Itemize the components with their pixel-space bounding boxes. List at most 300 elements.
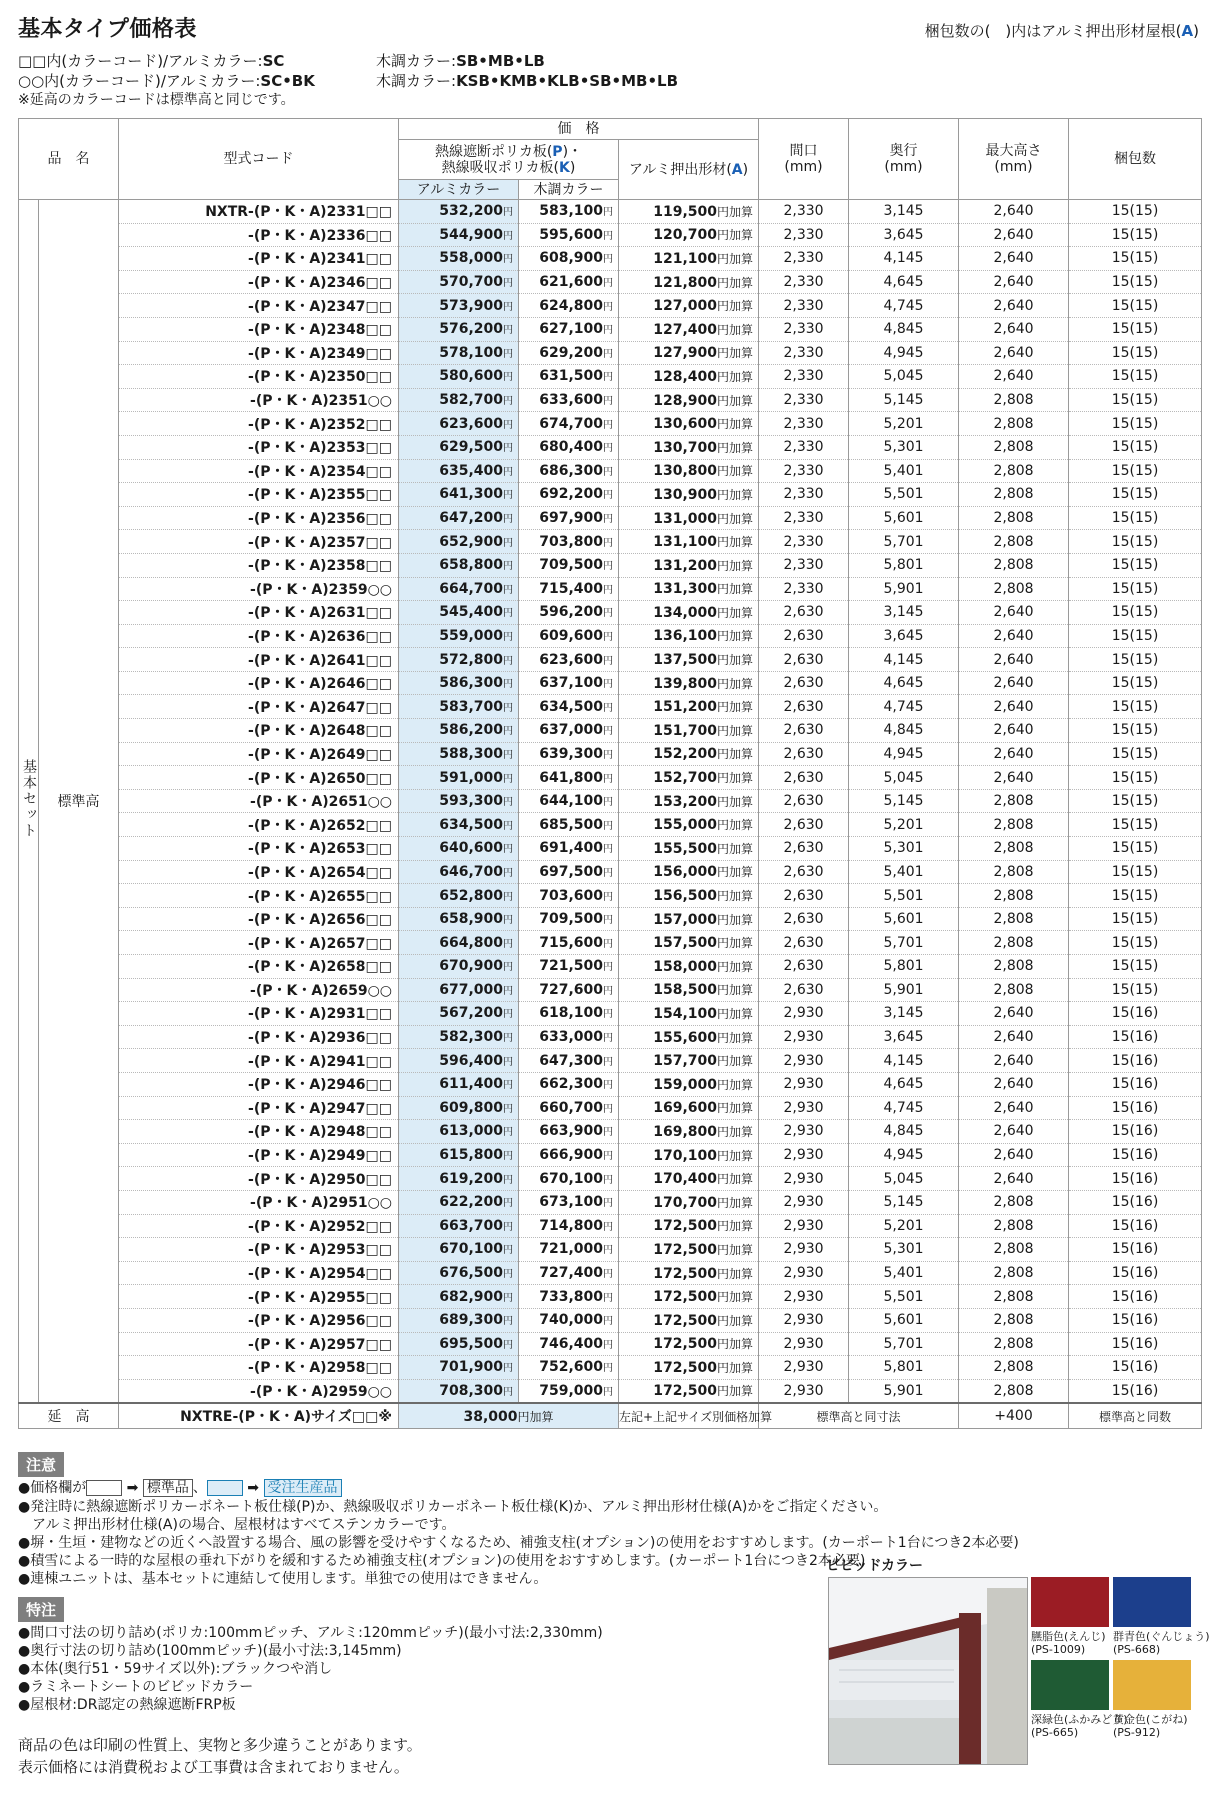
- pack-count: 15(16): [1069, 1143, 1202, 1167]
- width-mm: 2,630: [759, 648, 849, 672]
- swatch-label: 黄金色(こがね) (PS-912): [1113, 1713, 1188, 1739]
- pack-count: 15(15): [1069, 388, 1202, 412]
- height-mm: 2,808: [959, 1308, 1069, 1332]
- depth-mm: 5,301: [849, 435, 959, 459]
- price-alumi-extrusion: 152,700円加算: [619, 766, 759, 790]
- pack-count: 15(15): [1069, 978, 1202, 1002]
- depth-mm: 5,045: [849, 766, 959, 790]
- width-mm: 2,630: [759, 884, 849, 908]
- pack-count: 15(15): [1069, 931, 1202, 955]
- price-wood-color: 647,300円: [519, 1049, 619, 1073]
- table-row: [19, 671, 1202, 695]
- height-mm: 2,640: [959, 247, 1069, 271]
- price-alumi-extrusion: 139,800円加算: [619, 671, 759, 695]
- header-price: 価 格: [399, 119, 759, 140]
- table-row: [19, 530, 1202, 554]
- extended-height-row: [19, 1403, 1202, 1429]
- note-1: ●発注時に熱線遮断ポリカーボネート板仕様(P)か、熱線吸収ポリカーボネート板仕様(K)か、アルミ押出形材仕様(A)かをご指定ください。: [18, 1499, 888, 1515]
- depth-mm: 5,801: [849, 955, 959, 979]
- height-mm: 2,640: [959, 365, 1069, 389]
- header-hinmei: 品 名: [19, 119, 119, 200]
- price-alumi-color: 583,700円: [399, 695, 519, 719]
- price-alumi-extrusion: 172,500円加算: [619, 1379, 759, 1403]
- special-4: ●ラミネートシートのビビッドカラー: [18, 1679, 254, 1695]
- width-mm: 2,330: [759, 270, 849, 294]
- pack-count: 15(15): [1069, 294, 1202, 318]
- height-mm: 2,808: [959, 1332, 1069, 1356]
- price-alumi-extrusion: 130,900円加算: [619, 483, 759, 507]
- height-mm: 2,640: [959, 223, 1069, 247]
- price-alumi-color: 708,300円: [399, 1379, 519, 1403]
- pack-count: 15(15): [1069, 789, 1202, 813]
- price-wood-color: 634,500円: [519, 695, 619, 719]
- table-row: [19, 601, 1202, 625]
- model-code: -(P・K・A)2350□□: [119, 365, 399, 389]
- width-mm: 2,630: [759, 671, 849, 695]
- header-alumi-color: アルミカラー: [399, 180, 519, 200]
- table-row: [19, 1261, 1202, 1285]
- price-alumi-extrusion: 156,500円加算: [619, 884, 759, 908]
- width-mm: 2,930: [759, 1096, 849, 1120]
- height-mm: 2,808: [959, 1190, 1069, 1214]
- table-row: [19, 412, 1202, 436]
- height-mm: 2,808: [959, 1261, 1069, 1285]
- price-alumi-extrusion: 131,000円加算: [619, 506, 759, 530]
- price-wood-color: 721,500円: [519, 955, 619, 979]
- table-row: [19, 1049, 1202, 1073]
- price-wood-color: 697,500円: [519, 860, 619, 884]
- special-badge: 特注: [18, 1597, 64, 1622]
- depth-mm: 5,701: [849, 530, 959, 554]
- height-mm: 2,808: [959, 1214, 1069, 1238]
- price-alumi-extrusion: 156,000円加算: [619, 860, 759, 884]
- depth-mm: 4,945: [849, 341, 959, 365]
- pack-count: 15(16): [1069, 1096, 1202, 1120]
- height-mm: 2,808: [959, 483, 1069, 507]
- price-alumi-extrusion: 157,000円加算: [619, 907, 759, 931]
- width-mm: 2,930: [759, 1120, 849, 1144]
- height-mm: 2,640: [959, 1120, 1069, 1144]
- price-alumi-color: 545,400円: [399, 601, 519, 625]
- table-row: [19, 365, 1202, 389]
- price-alumi-extrusion: 170,400円加算: [619, 1167, 759, 1191]
- table-row: [19, 200, 1202, 224]
- width-mm: 2,330: [759, 435, 849, 459]
- price-alumi-color: 572,800円: [399, 648, 519, 672]
- width-mm: 2,930: [759, 1285, 849, 1309]
- note-1b: アルミ押出形材仕様(A)の場合、屋根材はすべてステンカラーです。: [18, 1517, 456, 1533]
- width-mm: 2,330: [759, 483, 849, 507]
- special-2: ●奥行寸法の切り詰め(100mmピッチ)(最小寸法:3,145mm): [18, 1643, 402, 1659]
- price-alumi-extrusion: 157,700円加算: [619, 1049, 759, 1073]
- width-mm: 2,630: [759, 860, 849, 884]
- model-code: -(P・K・A)2950□□: [119, 1167, 399, 1191]
- width-mm: 2,330: [759, 223, 849, 247]
- pack-count: 15(15): [1069, 506, 1202, 530]
- header-depth: 奥行 (mm): [849, 119, 959, 200]
- width-mm: 2,930: [759, 1049, 849, 1073]
- price-wood-color: 595,600円: [519, 223, 619, 247]
- price-alumi-color: 622,200円: [399, 1190, 519, 1214]
- width-mm: 2,330: [759, 412, 849, 436]
- standard-box-icon: [86, 1480, 122, 1496]
- table-row: [19, 648, 1202, 672]
- price-alumi-extrusion: 172,500円加算: [619, 1214, 759, 1238]
- price-alumi-extrusion: 130,700円加算: [619, 435, 759, 459]
- model-code: -(P・K・A)2652□□: [119, 813, 399, 837]
- table-row: [19, 317, 1202, 341]
- depth-mm: 5,201: [849, 813, 959, 837]
- price-alumi-color: 670,900円: [399, 955, 519, 979]
- model-code: -(P・K・A)2948□□: [119, 1120, 399, 1144]
- depth-mm: 5,301: [849, 837, 959, 861]
- table-row: [19, 884, 1202, 908]
- depth-mm: 4,145: [849, 1049, 959, 1073]
- height-mm: 2,808: [959, 860, 1069, 884]
- width-mm: 2,930: [759, 1190, 849, 1214]
- table-row: [19, 577, 1202, 601]
- model-code: -(P・K・A)2358□□: [119, 553, 399, 577]
- width-mm: 2,630: [759, 719, 849, 743]
- width-mm: 2,330: [759, 317, 849, 341]
- table-row: [19, 1238, 1202, 1262]
- page-title: 基本タイプ価格表: [18, 17, 197, 42]
- model-code: -(P・K・A)2348□□: [119, 317, 399, 341]
- price-alumi-color: 570,700円: [399, 270, 519, 294]
- price-wood-color: 666,900円: [519, 1143, 619, 1167]
- width-mm: 2,630: [759, 766, 849, 790]
- table-row: [19, 742, 1202, 766]
- depth-mm: 4,745: [849, 1096, 959, 1120]
- width-mm: 2,630: [759, 624, 849, 648]
- price-wood-color: 703,800円: [519, 530, 619, 554]
- width-mm: 2,630: [759, 742, 849, 766]
- price-alumi-extrusion: 172,500円加算: [619, 1308, 759, 1332]
- price-alumi-extrusion: 169,800円加算: [619, 1120, 759, 1144]
- pack-count: 15(15): [1069, 577, 1202, 601]
- price-alumi-color: 677,000円: [399, 978, 519, 1002]
- price-alumi-extrusion: 172,500円加算: [619, 1356, 759, 1380]
- pack-count: 15(16): [1069, 1214, 1202, 1238]
- pack-count: 15(15): [1069, 317, 1202, 341]
- special-5: ●屋根材:DR認定の熱線遮断FRP板: [18, 1697, 236, 1713]
- model-code: -(P・K・A)2336□□: [119, 223, 399, 247]
- price-wood-color: 644,100円: [519, 789, 619, 813]
- ext-label: 延 高: [19, 1403, 119, 1429]
- depth-mm: 3,145: [849, 601, 959, 625]
- price-alumi-color: 578,100円: [399, 341, 519, 365]
- pack-count: 15(16): [1069, 1261, 1202, 1285]
- width-mm: 2,630: [759, 789, 849, 813]
- table-row: [19, 506, 1202, 530]
- depth-mm: 5,401: [849, 860, 959, 884]
- model-code: -(P・K・A)2349□□: [119, 341, 399, 365]
- table-row: [19, 719, 1202, 743]
- table-row: [19, 459, 1202, 483]
- model-code: -(P・K・A)2946□□: [119, 1072, 399, 1096]
- order-box-icon: [207, 1480, 243, 1496]
- price-alumi-extrusion: 152,200円加算: [619, 742, 759, 766]
- price-alumi-color: 593,300円: [399, 789, 519, 813]
- depth-mm: 5,501: [849, 1285, 959, 1309]
- depth-mm: 5,201: [849, 412, 959, 436]
- model-code: -(P・K・A)2941□□: [119, 1049, 399, 1073]
- price-alumi-extrusion: 134,000円加算: [619, 601, 759, 625]
- color-swatch: [1031, 1660, 1109, 1710]
- model-code: -(P・K・A)2347□□: [119, 294, 399, 318]
- note-3: ●積雪による一時的な屋根の垂れ下がりを緩和するため補強支柱(オプション)の使用をおすすめします。(カーポート1台につき2本必要): [18, 1553, 866, 1569]
- pack-count: 15(15): [1069, 742, 1202, 766]
- width-mm: 2,930: [759, 1143, 849, 1167]
- price-alumi-color: 634,500円: [399, 813, 519, 837]
- pack-count: 15(15): [1069, 719, 1202, 743]
- pack-count: 15(16): [1069, 1308, 1202, 1332]
- model-code: -(P・K・A)2931□□: [119, 1002, 399, 1026]
- table-row: [19, 483, 1202, 507]
- price-alumi-color: 619,200円: [399, 1167, 519, 1191]
- price-alumi-extrusion: 137,500円加算: [619, 648, 759, 672]
- table-row: [19, 1120, 1202, 1144]
- depth-mm: 4,745: [849, 695, 959, 719]
- price-wood-color: 633,000円: [519, 1025, 619, 1049]
- special-1: ●間口寸法の切り詰め(ポリカ:100mmピッチ、アルミ:120mmピッチ)(最小寸法:2,330mm): [18, 1625, 603, 1641]
- model-code: -(P・K・A)2936□□: [119, 1025, 399, 1049]
- price-wood-color: 623,600円: [519, 648, 619, 672]
- width-mm: 2,330: [759, 341, 849, 365]
- price-alumi-color: 664,800円: [399, 931, 519, 955]
- price-alumi-color: 613,000円: [399, 1120, 519, 1144]
- price-alumi-color: 652,900円: [399, 530, 519, 554]
- height-mm: 2,640: [959, 624, 1069, 648]
- pack-count: 15(15): [1069, 553, 1202, 577]
- model-code: -(P・K・A)2352□□: [119, 412, 399, 436]
- price-wood-color: 637,100円: [519, 671, 619, 695]
- price-table: [18, 118, 1201, 1429]
- pack-count: 15(15): [1069, 671, 1202, 695]
- height-mm: 2,808: [959, 813, 1069, 837]
- price-alumi-color: 544,900円: [399, 223, 519, 247]
- price-wood-color: 752,600円: [519, 1356, 619, 1380]
- height-mm: 2,808: [959, 412, 1069, 436]
- model-code: -(P・K・A)2636□□: [119, 624, 399, 648]
- price-alumi-color: 586,200円: [399, 719, 519, 743]
- width-mm: 2,930: [759, 1025, 849, 1049]
- width-mm: 2,630: [759, 837, 849, 861]
- pack-count: 15(15): [1069, 483, 1202, 507]
- price-alumi-extrusion: 169,600円加算: [619, 1096, 759, 1120]
- price-alumi-extrusion: 131,300円加算: [619, 577, 759, 601]
- price-wood-color: 662,300円: [519, 1072, 619, 1096]
- model-code: -(P・K・A)2959○○: [119, 1379, 399, 1403]
- pack-count: 15(16): [1069, 1025, 1202, 1049]
- height-mm: 2,640: [959, 1002, 1069, 1026]
- price-alumi-extrusion: 127,000円加算: [619, 294, 759, 318]
- pack-note: 梱包数の( )内はアルミ押出形材屋根(A): [924, 22, 1199, 40]
- header-pack: 梱包数: [1069, 119, 1202, 200]
- price-wood-color: 740,000円: [519, 1308, 619, 1332]
- table-row: [19, 1190, 1202, 1214]
- price-wood-color: 674,700円: [519, 412, 619, 436]
- model-code: -(P・K・A)2631□□: [119, 601, 399, 625]
- table-row: [19, 553, 1202, 577]
- model-code: -(P・K・A)2650□□: [119, 766, 399, 790]
- height-mm: 2,640: [959, 671, 1069, 695]
- price-wood-color: 703,600円: [519, 884, 619, 908]
- price-wood-color: 759,000円: [519, 1379, 619, 1403]
- table-row: [19, 388, 1202, 412]
- pack-count: 15(15): [1069, 200, 1202, 224]
- height-mm: 2,808: [959, 1379, 1069, 1403]
- color-swatch: [1113, 1577, 1191, 1627]
- height-mm: 2,808: [959, 1238, 1069, 1262]
- height-mm: 2,640: [959, 1025, 1069, 1049]
- swatch-label: 臙脂色(えんじ) (PS-1009): [1031, 1630, 1106, 1656]
- price-wood-color: 727,400円: [519, 1261, 619, 1285]
- price-alumi-extrusion: 130,800円加算: [619, 459, 759, 483]
- price-wood-color: 715,400円: [519, 577, 619, 601]
- model-code: -(P・K・A)2957□□: [119, 1332, 399, 1356]
- depth-mm: 5,601: [849, 506, 959, 530]
- model-code: -(P・K・A)2354□□: [119, 459, 399, 483]
- price-wood-color: 686,300円: [519, 459, 619, 483]
- pack-count: 15(16): [1069, 1332, 1202, 1356]
- table-row: [19, 1096, 1202, 1120]
- height-mm: 2,808: [959, 955, 1069, 979]
- depth-mm: 5,201: [849, 1214, 959, 1238]
- pack-count: 15(16): [1069, 1356, 1202, 1380]
- price-alumi-color: 663,700円: [399, 1214, 519, 1238]
- header-width: 間口 (mm): [759, 119, 849, 200]
- price-alumi-color: 640,600円: [399, 837, 519, 861]
- model-code: -(P・K・A)2952□□: [119, 1214, 399, 1238]
- ext-price: 38,000円加算: [399, 1403, 619, 1429]
- color-legend-2: ○○内(カラーコード)/アルミカラー:SC•BK 木調カラー:KSB•KMB•KLB•SB•MB•LB: [18, 72, 679, 90]
- depth-mm: 5,301: [849, 1238, 959, 1262]
- table-row: [19, 978, 1202, 1002]
- price-alumi-color: 652,800円: [399, 884, 519, 908]
- width-mm: 2,930: [759, 1167, 849, 1191]
- pack-count: 15(15): [1069, 955, 1202, 979]
- depth-mm: 3,645: [849, 1025, 959, 1049]
- width-mm: 2,930: [759, 1238, 849, 1262]
- pack-count: 15(15): [1069, 247, 1202, 271]
- depth-mm: 4,645: [849, 270, 959, 294]
- price-alumi-color: 559,000円: [399, 624, 519, 648]
- model-code: -(P・K・A)2359○○: [119, 577, 399, 601]
- model-code: -(P・K・A)2357□□: [119, 530, 399, 554]
- footer-note-1: 商品の色は印刷の性質上、実物と多少違うことがあります。: [18, 1736, 422, 1754]
- price-wood-color: 633,600円: [519, 388, 619, 412]
- table-row: [19, 1285, 1202, 1309]
- price-alumi-color: 596,400円: [399, 1049, 519, 1073]
- depth-mm: 5,145: [849, 789, 959, 813]
- side-label-kihon: 基本セット: [19, 200, 39, 1404]
- price-alumi-color: 629,500円: [399, 435, 519, 459]
- depth-mm: 5,401: [849, 1261, 959, 1285]
- height-mm: 2,808: [959, 553, 1069, 577]
- table-row: [19, 860, 1202, 884]
- depth-mm: 4,145: [849, 247, 959, 271]
- price-alumi-color: 582,700円: [399, 388, 519, 412]
- height-mm: 2,640: [959, 317, 1069, 341]
- price-alumi-extrusion: 121,100円加算: [619, 247, 759, 271]
- depth-mm: 5,601: [849, 1308, 959, 1332]
- height-mm: 2,808: [959, 907, 1069, 931]
- price-alumi-extrusion: 157,500円加算: [619, 931, 759, 955]
- table-row: [19, 907, 1202, 931]
- model-code: -(P・K・A)2958□□: [119, 1356, 399, 1380]
- side-label-hyojun: 標準高: [39, 200, 119, 1404]
- price-alumi-extrusion: 170,100円加算: [619, 1143, 759, 1167]
- table-row: [19, 435, 1202, 459]
- height-mm: 2,808: [959, 789, 1069, 813]
- header-height: 最大高さ (mm): [959, 119, 1069, 200]
- pack-count: 15(15): [1069, 459, 1202, 483]
- depth-mm: 3,145: [849, 1002, 959, 1026]
- model-code: -(P・K・A)2956□□: [119, 1308, 399, 1332]
- price-alumi-color: 689,300円: [399, 1308, 519, 1332]
- color-legend-1: □□内(カラーコード)/アルミカラー:SC 木調カラー:SB•MB•LB: [18, 52, 545, 70]
- depth-mm: 5,501: [849, 483, 959, 507]
- table-row: [19, 1308, 1202, 1332]
- ext-dimensions: 標準高と同寸法: [759, 1403, 959, 1429]
- model-code: -(P・K・A)2657□□: [119, 931, 399, 955]
- height-mm: 2,640: [959, 601, 1069, 625]
- table-row: [19, 837, 1202, 861]
- price-alumi-color: 670,100円: [399, 1238, 519, 1262]
- price-alumi-color: 695,500円: [399, 1332, 519, 1356]
- price-alumi-extrusion: 151,700円加算: [619, 719, 759, 743]
- width-mm: 2,330: [759, 506, 849, 530]
- model-code: NXTR-(P・K・A)2331□□: [119, 200, 399, 224]
- model-code: -(P・K・A)2659○○: [119, 978, 399, 1002]
- table-row: [19, 624, 1202, 648]
- pack-count: 15(16): [1069, 1049, 1202, 1073]
- depth-mm: 5,045: [849, 365, 959, 389]
- table-row: [19, 931, 1202, 955]
- price-alumi-extrusion: 172,500円加算: [619, 1285, 759, 1309]
- price-alumi-color: 582,300円: [399, 1025, 519, 1049]
- width-mm: 2,930: [759, 1072, 849, 1096]
- price-wood-color: 583,100円: [519, 200, 619, 224]
- price-alumi-color: 658,800円: [399, 553, 519, 577]
- depth-mm: 5,501: [849, 884, 959, 908]
- width-mm: 2,330: [759, 553, 849, 577]
- height-mm: 2,640: [959, 294, 1069, 318]
- width-mm: 2,630: [759, 695, 849, 719]
- table-row: [19, 1025, 1202, 1049]
- model-code: -(P・K・A)2656□□: [119, 907, 399, 931]
- price-alumi-color: 647,200円: [399, 506, 519, 530]
- ext-model-code: NXTRE-(P・K・A)サイズ□□※: [119, 1403, 399, 1429]
- price-wood-color: 727,600円: [519, 978, 619, 1002]
- color-swatch: [1113, 1660, 1191, 1710]
- price-alumi-extrusion: 172,500円加算: [619, 1261, 759, 1285]
- price-alumi-color: 701,900円: [399, 1356, 519, 1380]
- depth-mm: 4,845: [849, 317, 959, 341]
- model-code: -(P・K・A)2651○○: [119, 789, 399, 813]
- price-alumi-extrusion: 119,500円加算: [619, 200, 759, 224]
- price-alumi-extrusion: 130,600円加算: [619, 412, 759, 436]
- price-alumi-extrusion: 155,600円加算: [619, 1025, 759, 1049]
- depth-mm: 5,401: [849, 459, 959, 483]
- price-wood-color: 691,400円: [519, 837, 619, 861]
- depth-mm: 5,901: [849, 577, 959, 601]
- price-alumi-extrusion: 131,100円加算: [619, 530, 759, 554]
- width-mm: 2,930: [759, 1308, 849, 1332]
- pack-count: 15(15): [1069, 695, 1202, 719]
- height-mm: 2,640: [959, 766, 1069, 790]
